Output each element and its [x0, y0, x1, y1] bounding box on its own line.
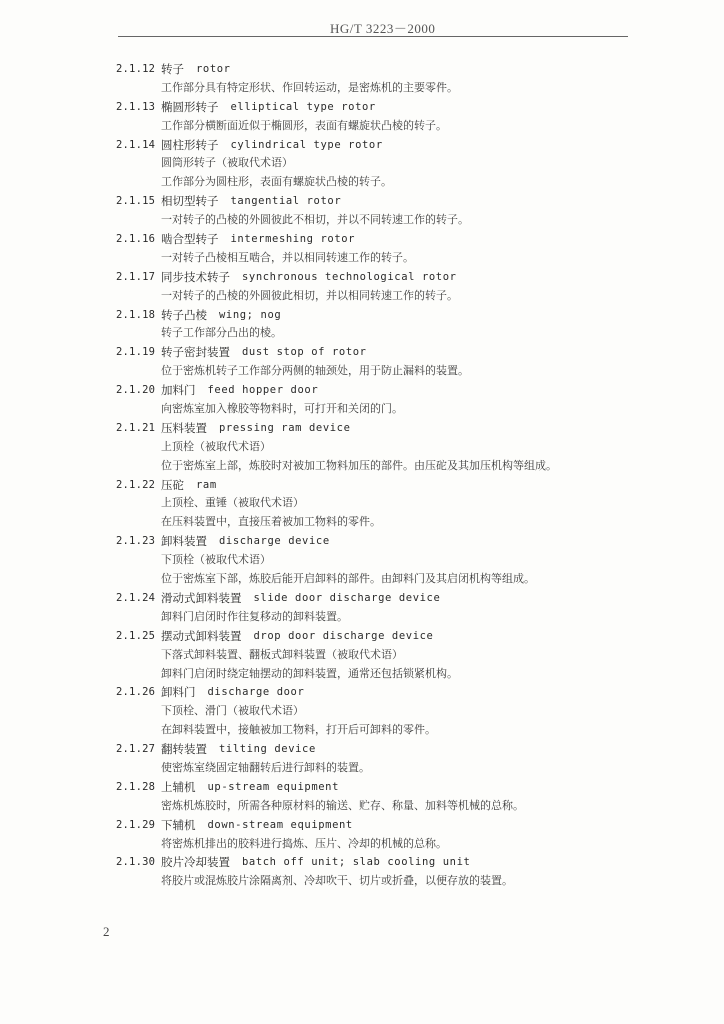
term-number: 2.1.21	[116, 421, 156, 434]
standard-code-header: HG/T 3223－2000	[330, 21, 436, 36]
term-heading	[116, 853, 676, 872]
term-entry	[116, 381, 676, 419]
term-entry	[116, 589, 676, 627]
term-definition-line: 下落式卸料装置、翻板式卸料装置（被取代术语）	[161, 647, 403, 661]
term-heading	[116, 343, 676, 362]
term-heading	[116, 268, 676, 287]
term-definition-line: 将密炼机排出的胶料进行捣炼、压片、冷却的机械的总称。	[161, 836, 447, 850]
term-entry	[116, 683, 676, 740]
term-definition-line: 一对转子凸棱相互啮合，并以相同转速工作的转子。	[161, 250, 414, 264]
term-english: drop door discharge device	[253, 629, 434, 642]
term-english: elliptical type rotor	[230, 100, 376, 113]
term-entry	[116, 192, 676, 230]
term-english: up-stream equipment	[207, 780, 340, 793]
term-chinese: 同步技术转子	[161, 269, 230, 284]
term-heading	[116, 419, 676, 438]
term-entry	[116, 98, 676, 136]
term-heading	[116, 136, 676, 155]
term-chinese: 相切型转子	[161, 194, 219, 209]
term-definition-line: 将胶片或混炼胶片涂隔离剂、冷却吹干、切片或折叠，以便存放的装置。	[161, 874, 513, 888]
term-english: slide door discharge device	[253, 591, 441, 604]
term-english: ram	[196, 478, 217, 491]
term-chinese: 压砣	[161, 477, 184, 492]
term-number: 2.1.14	[116, 138, 156, 151]
term-chinese: 卸料门	[161, 685, 196, 700]
term-number: 2.1.19	[116, 346, 156, 359]
term-entry	[116, 532, 676, 589]
term-number: 2.1.26	[116, 686, 156, 699]
term-definition-line: 圆筒形转子（被取代术语）	[161, 156, 293, 170]
term-english: batch off unit; slab cooling unit	[242, 856, 471, 869]
term-english: pressing ram device	[219, 421, 351, 434]
term-entry	[116, 740, 676, 778]
term-english: cylindrical type rotor	[230, 138, 383, 151]
term-heading	[116, 589, 676, 608]
term-heading	[116, 381, 676, 400]
term-chinese: 椭圆形转子	[161, 99, 219, 114]
term-definition-line: 工作部分横断面近似于椭圆形，表面有螺旋状凸棱的转子。	[161, 118, 447, 132]
term-heading	[116, 627, 676, 646]
term-chinese: 摆动式卸料装置	[161, 628, 242, 643]
term-chinese: 转子密封装置	[161, 345, 230, 360]
term-number: 2.1.24	[116, 591, 156, 604]
term-entry	[116, 627, 676, 684]
term-list	[116, 60, 676, 891]
term-entry	[116, 853, 676, 891]
term-heading	[116, 778, 676, 797]
term-number: 2.1.15	[116, 195, 156, 208]
term-definition-line: 位于密炼室下部，炼胶后能开启卸料的部件。由卸料门及其启闭机构等组成。	[161, 572, 535, 586]
term-definition-line: 转子工作部分凸出的棱。	[161, 326, 282, 340]
term-definition-line: 向密炼室加入橡胶等物料时，可打开和关闭的门。	[161, 402, 403, 416]
term-chinese: 胶片冷却装置	[161, 855, 230, 870]
term-heading	[116, 192, 676, 211]
term-heading	[116, 740, 676, 759]
term-definition-line: 在压料装置中，直接压着被加工物料的零件。	[161, 515, 381, 529]
term-chinese: 啮合型转子	[161, 232, 219, 247]
term-heading	[116, 306, 676, 325]
term-number: 2.1.27	[116, 743, 156, 756]
term-english: intermeshing rotor	[230, 233, 356, 246]
term-heading	[116, 816, 676, 835]
term-entry	[116, 136, 676, 193]
term-number: 2.1.23	[116, 535, 156, 548]
term-english: wing; nog	[219, 308, 282, 321]
term-heading	[116, 683, 676, 702]
term-english: feed hopper door	[207, 384, 319, 397]
term-entry	[116, 306, 676, 344]
term-definition-line: 密炼机炼胶时，所需各种原材料的输送、贮存、称量、加料等机械的总称。	[161, 798, 524, 812]
term-english: discharge door	[207, 686, 305, 699]
term-definition-line: 工作部分为圆柱形，表面有螺旋状凸棱的转子。	[161, 175, 392, 189]
term-entry	[116, 476, 676, 533]
term-definition-line: 位于密炼室上部，炼胶时对被加工物料加压的部件。由压砣及其加压机构等组成。	[161, 458, 557, 472]
page-number: 2	[103, 924, 110, 939]
term-entry	[116, 778, 676, 816]
term-chinese: 压料装置	[161, 420, 207, 435]
term-definition-line: 在卸料装置中，接触被加工物料，打开后可卸料的零件。	[161, 723, 436, 737]
term-chinese: 卸料装置	[161, 534, 207, 549]
term-entry	[116, 419, 676, 476]
term-number: 2.1.30	[116, 856, 156, 869]
term-definition-line: 位于密炼机转子工作部分两侧的轴颈处，用于防止漏料的装置。	[161, 364, 469, 378]
term-number: 2.1.22	[116, 478, 156, 491]
term-definition-line: 卸料门启闭时作往复移动的卸料装置。	[161, 609, 348, 623]
term-number: 2.1.13	[116, 100, 156, 113]
term-number: 2.1.28	[116, 780, 156, 793]
term-entry	[116, 60, 676, 98]
term-definition-line: 上顶栓、重锤（被取代术语）	[161, 496, 304, 510]
term-english: dust stop of rotor	[242, 346, 367, 359]
term-english: discharge device	[219, 535, 330, 548]
term-number: 2.1.20	[116, 384, 156, 397]
term-number: 2.1.12	[116, 63, 156, 75]
term-heading	[116, 60, 676, 79]
term-english: synchronous technological rotor	[242, 270, 457, 283]
term-heading	[116, 476, 676, 495]
term-number: 2.1.17	[116, 270, 156, 283]
term-heading	[116, 98, 676, 117]
term-chinese: 加料门	[161, 383, 196, 398]
term-definition-line: 一对转子的凸棱的外圆彼此不相切，并以不同转速工作的转子。	[161, 213, 469, 227]
term-number: 2.1.18	[116, 308, 156, 321]
term-definition-line: 一对转子的凸棱的外圆彼此相切，并以相同转速工作的转子。	[161, 288, 458, 302]
term-entry	[116, 268, 676, 306]
term-number: 2.1.16	[116, 233, 156, 246]
term-definition-line: 上顶栓（被取代术语）	[161, 439, 271, 453]
term-chinese: 转子凸棱	[161, 307, 207, 322]
term-entry	[116, 230, 676, 268]
header-rule	[118, 36, 628, 37]
term-english: tilting device	[219, 743, 316, 756]
term-definition-line: 下顶栓、滑门（被取代术语）	[161, 704, 304, 718]
term-chinese: 圆柱形转子	[161, 137, 219, 152]
term-definition-line: 使密炼室绕固定轴翻转后进行卸料的装置。	[161, 760, 370, 774]
term-english: down-stream equipment	[207, 818, 353, 831]
term-entry	[116, 343, 676, 381]
term-definition-line: 工作部分具有特定形状、作回转运动，是密炼机的主要零件。	[161, 80, 458, 94]
term-definition-line: 卸料门启闭时绕定轴摆动的卸料装置，通常还包括锁紧机构。	[161, 666, 458, 680]
term-heading	[116, 532, 676, 551]
term-chinese: 下辅机	[161, 817, 196, 832]
term-heading	[116, 230, 676, 249]
term-chinese: 转子	[161, 62, 184, 76]
term-english: tangential rotor	[230, 195, 342, 208]
term-chinese: 上辅机	[161, 779, 196, 794]
term-definition-line: 下顶栓（被取代术语）	[161, 553, 271, 567]
term-chinese: 翻转装置	[161, 742, 207, 757]
term-english: rotor	[196, 63, 231, 75]
term-number: 2.1.25	[116, 629, 156, 642]
term-number: 2.1.29	[116, 818, 156, 831]
term-chinese: 滑动式卸料装置	[161, 590, 242, 605]
term-entry	[116, 816, 676, 854]
